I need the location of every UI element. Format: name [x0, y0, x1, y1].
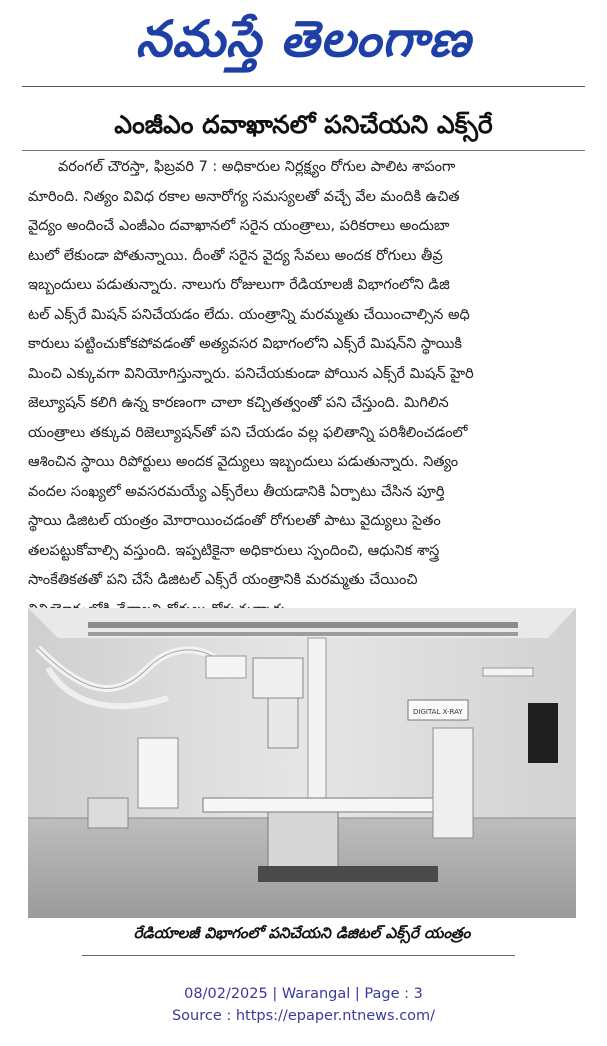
article-line: కారులు పట్టించుకోకపోవడంతో అత్యవసర విభాగంలోని ఎక్స్‌రే మిషన్‌ని స్థాయికి	[28, 336, 463, 352]
article-line: స్థాయి డిజిటల్ యంత్రం మోరాయించడంతో రోగులతో పాటు వైద్యులు సైతం	[28, 513, 441, 529]
headline-divider	[22, 150, 585, 151]
article-line: మించి ఎక్కువగా వినియోగిస్తున్నారు. పనిచేయకుండా పోయిన ఎక్స్‌రే మిషన్ హైరి	[28, 365, 474, 382]
article-line: వరంగల్ చౌరస్తా, ఫిబ్రవరి 7 : అధికారుల నిర్లక్ష్యం రోగుల పాలిట శాపంగా	[58, 159, 456, 175]
article-line: టులో లేకుండా పోతున్నాయి. దీంతో సరైన వైద్య సేవలు అందక రోగులు తీవ్ర	[28, 247, 443, 264]
article-line: సాంకేతికతతో పని చేసే డిజిటల్ ఎక్స్‌రే యంత్రానికి మరమ్మతు చేయించి	[28, 572, 418, 588]
page-footer	[0, 983, 607, 1027]
article-line: ఆశించిన స్థాయి రిపోర్టులు అందక వైద్యులు ఇబ్బందులు పడుతున్నారు. నిత్యం	[28, 454, 459, 470]
equipment-label: DIGITAL X-RAY	[413, 708, 463, 716]
article-line: యంత్రాలు తక్కువ రిజెల్యూషన్‌తో పని చేయడం వల్ల ఫలితాన్ని పరిశీలించడంలో	[28, 424, 468, 441]
article-headline: ఎంజీఎం దవాఖానలో పనిచేయని ఎక్స్‌రే	[114, 110, 493, 139]
caption-divider	[82, 955, 515, 956]
article-line: వందల సంఖ్యలో అవసరమయ్యే ఎక్స్‌రేలు తీయడానికి ఏర్పాటు చేసిన పూర్తి	[28, 483, 445, 500]
masthead-divider	[22, 86, 585, 87]
newspaper-title: నమస్తే తెలంగాణ	[135, 10, 472, 68]
photo-caption: రేడియాలజీ విభాగంలో పనిచేయని డిజిటల్ ఎక్స్‌రే యంత్రం	[133, 924, 471, 942]
article-line: జెల్యూషన్ కలిగి ఉన్న కారణంగా చాలా కచ్చితత్వంతో పని చేస్తుంది. మిగిలిన	[28, 395, 449, 411]
xray-room-photo	[28, 608, 576, 918]
masthead	[0, 0, 607, 82]
article-line: మారింది. నిత్యం వివిధ రకాల అనారోగ్య సమస్యలతో వచ్చే వేల మందికి ఉచిత	[28, 188, 460, 205]
article-line: ఇబ్బందులు పడుతున్నారు. నాలుగు రోజులుగా రేడియాలజీ విభాగంలోని డిజి	[28, 277, 450, 293]
article-line: వైద్యం అందించే ఎంజీఎం దవాఖానలో సరైన యంత్రాలు, పరికరాలు అందుబా	[28, 218, 450, 234]
article-line: తలపట్టుకోవాల్సి వస్తుంది. ఇప్పటికైనా అధికారులు స్పందించి, ఆధునిక శాస్త్ర	[28, 542, 440, 559]
source-link[interactable]: Source : https://epaper.ntnews.com/	[171, 1008, 436, 1024]
edition-info: 08/02/2025 | Warangal | Page : 3	[184, 986, 423, 1002]
article-body	[28, 153, 580, 625]
article-line: టల్ ఎక్స్‌రే మిషన్ పనిచేయడం లేదు. యంత్రాన్ని మరమ్మతు చేయించాల్సిన అధి	[28, 306, 470, 323]
